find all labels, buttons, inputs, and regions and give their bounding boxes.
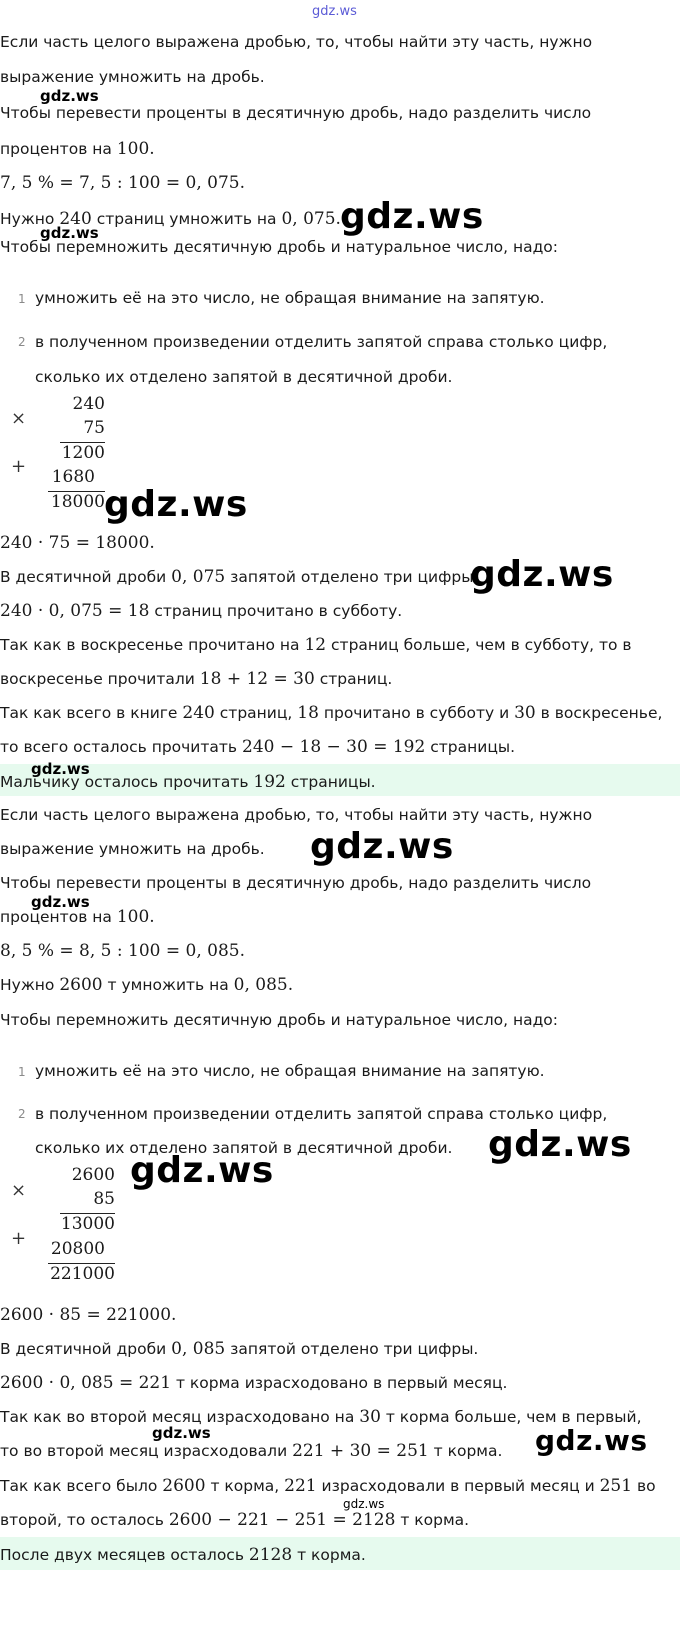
rule-percent-text: процентов на: [0, 140, 117, 158]
answer-text: Мальчику осталось прочитать: [0, 773, 254, 791]
plus-sign: +: [11, 456, 27, 477]
decimal-text-2: запятой отделено три цифры.: [225, 568, 479, 586]
watermark-big: gdz.ws: [470, 554, 614, 595]
multiplier: 85: [93, 1189, 115, 1209]
total-line1: [0, 1476, 656, 1496]
total-text: второй, то осталось: [0, 1511, 169, 1529]
step-2-line2: сколько их отделено запятой в десятичной дроби.: [35, 368, 453, 386]
rule-fraction-line1: Если часть целого выражена дробью, то, чтобы найти эту часть, нужно: [0, 806, 593, 824]
watermark-small: gdz.ws: [40, 224, 99, 242]
second-month-calc: 221 + 30 = 251: [292, 1441, 429, 1461]
answer-text-2: т корма.: [292, 1546, 366, 1564]
need-number: 240: [59, 209, 92, 229]
second-month-text: то во второй месяц израсходовали: [0, 1442, 293, 1460]
watermark-big: gdz.ws: [340, 196, 484, 237]
rule-percent-number: 100.: [116, 139, 155, 159]
decimal-text-2: запятой отделено три цифры.: [225, 1340, 479, 1358]
watermark-tiny: gdz.ws: [343, 1497, 385, 1511]
total-text: в воскресенье,: [535, 704, 663, 722]
need-text-2: т умножить на: [102, 976, 234, 994]
step-number: 2: [18, 335, 26, 349]
step-number: 1: [18, 292, 26, 306]
watermark-top: gdz.ws: [312, 4, 357, 19]
need-factor: 0, 085.: [233, 975, 294, 995]
times-sign: ×: [11, 1180, 27, 1201]
decimal-text: В десятичной дроби: [0, 1340, 172, 1358]
total-calc: 2600 − 221 − 251 = 2128: [168, 1510, 396, 1530]
sunday-text: воскресенье прочитали: [0, 670, 200, 688]
rule-fraction-line2: выражение умножить на дробь.: [0, 68, 265, 86]
step-2-line2: сколько их отделено запятой в десятичной дроби.: [35, 1139, 453, 1157]
product-line: 2600 · 85 = 221000.: [0, 1305, 177, 1325]
rule-fraction-line2: выражение умножить на дробь.: [0, 840, 265, 858]
watermark-big: gdz.ws: [535, 1424, 648, 1457]
second-month-text-2: т корма.: [428, 1442, 503, 1460]
decimal-text: В десятичной дроби: [0, 568, 172, 586]
need-text: Нужно: [0, 976, 60, 994]
watermark-small: gdz.ws: [40, 87, 99, 105]
second-month-number: 30: [359, 1407, 381, 1427]
step-2-line1: в полученном произведении отделить запятой справа столько цифр,: [35, 1105, 608, 1123]
rule-percent-line2: [0, 139, 155, 159]
rule-multiply: Чтобы перемножить десятичную дробь и натуральное число, надо:: [0, 1011, 558, 1029]
multiplier: 75: [83, 418, 105, 438]
watermark-small: gdz.ws: [31, 893, 90, 911]
watermark-big: gdz.ws: [310, 826, 454, 867]
watermark-big: gdz.ws: [130, 1150, 274, 1191]
plus-sign: +: [11, 1228, 27, 1249]
need-factor: 0, 075.: [281, 209, 341, 229]
sunday-text-2: страниц больше, чем в субботу, то в: [326, 636, 632, 654]
total-text: т корма.: [395, 1511, 470, 1529]
watermark-big: gdz.ws: [488, 1124, 632, 1165]
total-line1: [0, 703, 662, 723]
step-number: 2: [18, 1107, 26, 1121]
total-number: 30: [514, 703, 536, 723]
rule-percent-line2: [0, 907, 155, 927]
rule-percent-text: процентов на: [0, 908, 117, 926]
step-2-line1: в полученном произведении отделить запятой справа столько цифр,: [35, 333, 608, 351]
percent-calculation: 8, 5 % = 8, 5 : 100 = 0, 085.: [0, 941, 245, 961]
total-text: израсходовали в первый месяц и: [316, 1477, 600, 1495]
saturday-line: [0, 601, 402, 621]
need-multiply-line: [0, 975, 293, 995]
sunday-calc: 18 + 12 = 30: [199, 669, 315, 689]
watermark-small: gdz.ws: [152, 1424, 211, 1442]
times-sign: ×: [11, 408, 27, 429]
decimal-digits-line: [0, 1339, 478, 1359]
need-number: 2600: [59, 975, 103, 995]
total-line2: [0, 1510, 469, 1530]
first-month-line: [0, 1373, 507, 1393]
total-text: страниц,: [214, 704, 298, 722]
multiplicand: 240: [72, 394, 105, 414]
answer-line: [0, 1545, 366, 1565]
sunday-number: 12: [304, 635, 327, 655]
step-number: 1: [18, 1065, 26, 1079]
answer-text-2: страницы.: [285, 773, 376, 791]
total-number: 240: [182, 703, 215, 723]
rule-percent-line1: Чтобы перевести проценты в десятичную дробь, надо разделить число: [0, 874, 592, 892]
total-text: Так как всего было: [0, 1477, 163, 1495]
first-month-calc: 2600 · 0, 085 = 221: [0, 1373, 172, 1393]
sunday-text-2: страниц.: [314, 670, 393, 688]
saturday-calc: 240 · 0, 075 = 18: [0, 601, 150, 621]
second-month-line2: [0, 1441, 502, 1461]
column-result: 18000: [50, 492, 105, 512]
rule-multiply: Чтобы перемножить десятичную дробь и натуральное число, надо:: [0, 238, 558, 256]
total-text: то всего осталось прочитать: [0, 738, 242, 756]
answer-text: После двух месяцев осталось: [0, 1546, 249, 1564]
total-number: 221: [284, 1476, 317, 1496]
total-number: 2600: [162, 1476, 206, 1496]
decimal-digits-line: [0, 567, 478, 587]
percent-calculation: 7, 5 % = 7, 5 : 100 = 0, 075.: [0, 173, 245, 193]
answer-number: 192: [253, 772, 286, 792]
sunday-text: Так как в воскресенье прочитано на: [0, 636, 305, 654]
partial-product-1: 13000: [60, 1214, 115, 1234]
total-text: страницы.: [425, 738, 516, 756]
total-text: прочитано в субботу и: [318, 704, 515, 722]
partial-product-2: 20800: [50, 1239, 105, 1259]
total-text: во: [632, 1477, 656, 1495]
product-line: 240 · 75 = 18000.: [0, 533, 155, 553]
need-text-2: страниц умножить на: [91, 210, 282, 228]
total-text: т корма,: [205, 1477, 285, 1495]
step-1-text: умножить её на это число, не обращая внимание на запятую.: [35, 1062, 545, 1080]
watermark-small: gdz.ws: [31, 760, 90, 778]
watermark-big: gdz.ws: [104, 484, 248, 525]
rule-fraction-line1: Если часть целого выражена дробью, то, чтобы найти эту часть, нужно: [0, 33, 593, 51]
decimal-number: 0, 075: [171, 567, 226, 587]
second-month-text-2: т корма больше, чем в первый,: [380, 1408, 642, 1426]
second-month-text: Так как во второй месяц израсходовано на: [0, 1408, 360, 1426]
total-number: 251: [599, 1476, 633, 1496]
need-text: Нужно: [0, 210, 60, 228]
rule-percent-number: 100.: [116, 907, 155, 927]
answer-line: [0, 772, 376, 792]
rule-percent-line1: Чтобы перевести проценты в десятичную дробь, надо разделить число: [0, 104, 592, 122]
partial-product-1: 1200: [61, 443, 105, 463]
step-1-text: умножить её на это число, не обращая внимание на запятую.: [35, 289, 545, 307]
sunday-line2: [0, 669, 392, 689]
column-result: 221000: [50, 1264, 115, 1284]
multiplicand: 2600: [71, 1165, 115, 1185]
total-line2: [0, 737, 515, 757]
total-text: Так как всего в книге: [0, 704, 183, 722]
first-month-text: т корма израсходовано в первый месяц.: [171, 1374, 508, 1392]
total-calc: 240 − 18 − 30 = 192: [242, 737, 426, 757]
decimal-number: 0, 085: [171, 1339, 226, 1359]
sunday-line1: [0, 635, 632, 655]
partial-product-2: 1680: [51, 467, 95, 487]
answer-number: 2128: [248, 1545, 293, 1565]
total-number: 18: [297, 703, 319, 723]
saturday-text: страниц прочитано в субботу.: [149, 602, 403, 620]
